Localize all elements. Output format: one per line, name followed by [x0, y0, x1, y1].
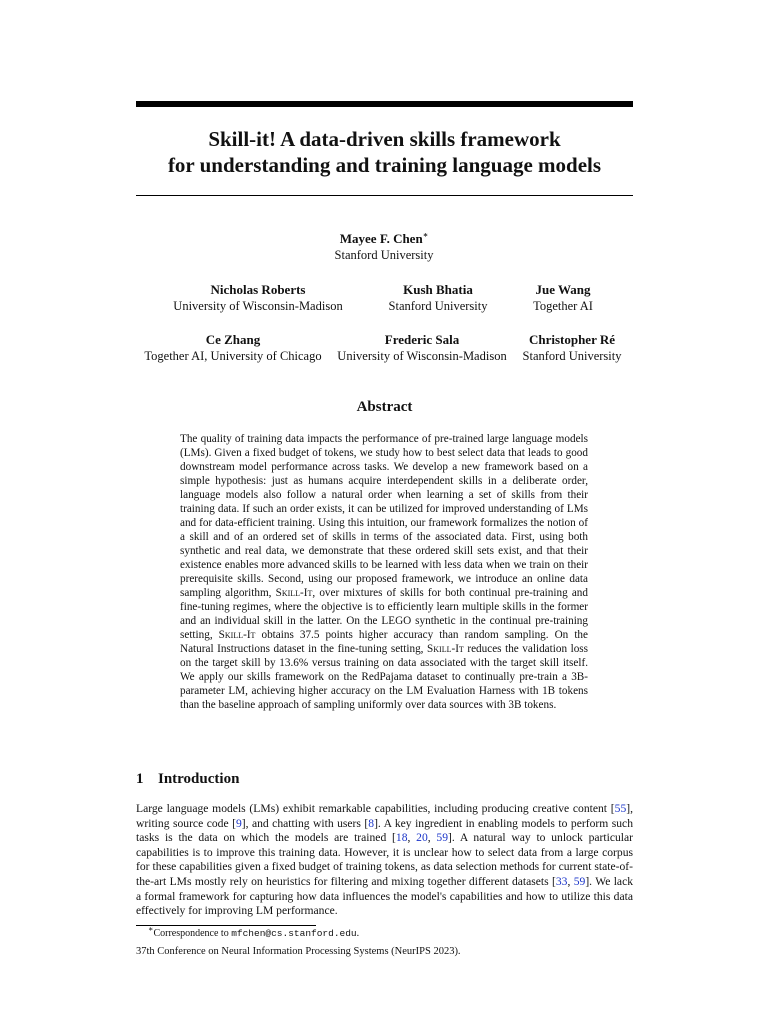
footnote-mark: ∗ — [148, 924, 154, 934]
citation-link[interactable]: 9 — [235, 816, 242, 830]
citation-link[interactable]: 20 — [416, 831, 428, 845]
author-affiliation: University of Wisconsin-Madison — [337, 349, 507, 363]
author-block-re — [523, 332, 622, 364]
method-name: Skill-It — [275, 587, 313, 599]
abstract-heading: Abstract — [356, 399, 413, 415]
author-affiliation: Together AI — [533, 299, 593, 313]
author-name: Nicholas Roberts — [210, 282, 306, 297]
title-line-2: for understanding and training language models — [167, 153, 602, 177]
author-name: Frederic Sala — [384, 332, 460, 347]
author-name: Kush Bhatia — [403, 282, 473, 297]
author-name: Christopher Ré — [528, 332, 616, 347]
abstract-text: The quality of training data impacts the performance of pre-trained large language models (LMs). Given a fixed budget of tokens, we study how to best select data that leads to good downstream model performance across tasks. We develop a new framework based on a simple hypothesis: just as humans acquire interdependent skills in a deliberate order, language models also follow a natural order when learning a set of skills from their training data. If such an order exists, it can be utilized for improved understanding of LMs and for data-efficient training. Using this intuition, our framework formalizes the notion of a skill and of an ordered set of skills in terms of the associated data. First, using both synthetic and real data, we demonstrate that these ordered skill sets exist, and that their existence enables more advanced skills to be learned with less data when we train on their prerequisite skills. Second, using our proposed framework, we introduce an online data sampling algorithm, Skill-It, over mixtures of skills for both continual pre-training and fine-tuning regimes, where the objective is to efficiently learn multiple skills in the former and an individual skill in the latter. On the LEGO synthetic in the continual pre-training setting, Skill-It obtains 37.5 points higher accuracy than random sampling. On the Natural Instructions dataset in the fine-tuning setting, Skill-It reduces the validation loss on the target skill by 13.6% versus training on data associated with the target skill itself. We apply our skills framework on the RedPajama dataset to continually pre-train a 3B-parameter LM, achieving higher accuracy on the LM Evaluation Harness with 1B tokens than the baseline approach of sampling uniformly over data sources with 3B tokens. — [180, 433, 589, 711]
author-block-chen — [335, 231, 434, 263]
citation-link[interactable]: 59 — [436, 831, 449, 845]
author-affiliation: University of Wisconsin-Madison — [173, 299, 343, 313]
section-title: Introduction — [158, 771, 240, 787]
author-block-roberts — [173, 282, 342, 314]
footnote: ∗Correspondence to mfchen@cs.stanford.edu. — [148, 924, 360, 939]
method-name: Skill-It — [218, 629, 256, 641]
author-name: Mayee F. Chen∗ — [339, 230, 429, 246]
citation-link[interactable]: 55 — [614, 802, 627, 815]
author-block-sala — [337, 332, 506, 364]
footnote-mark: ∗ — [422, 230, 429, 240]
title-top-rule — [136, 101, 633, 107]
author-affiliation: Stanford University — [388, 299, 488, 313]
venue-note: 37th Conference on Neural Information Processing Systems (NeurIPS 2023). — [136, 946, 461, 957]
footnote-email[interactable]: mfchen@cs.stanford.edu — [231, 928, 357, 939]
method-name: Skill-It — [427, 643, 464, 655]
author-name: Ce Zhang — [205, 332, 261, 347]
author-affiliation: Stanford University — [522, 349, 622, 363]
section-heading-introduction — [136, 770, 239, 788]
author-affiliation: Together AI, University of Chicago — [144, 349, 322, 363]
footnote-rule — [136, 925, 316, 926]
citation-link[interactable]: 59 — [573, 874, 586, 888]
citation-link[interactable]: 18 — [395, 831, 408, 845]
paper-title — [136, 126, 633, 178]
section-number: 1 — [136, 771, 144, 787]
citation-link[interactable]: 8 — [368, 816, 375, 830]
author-block-zhang — [144, 332, 321, 364]
author-block-bhatia — [389, 282, 488, 314]
author-name: Jue Wang — [535, 282, 591, 297]
introduction-paragraph: Large language models (LMs) exhibit remarkable capabilities, including producing creative content [55], writing source code [9], and chatting with users [8]. A key ingredient in enabling models to perform such tasks is the data on which the models are trained [18, 20, 59]. A natural way to unlock particular capabilities is to improve this training data. However, it is unclear how to select data from a large corpus for these capabilities given a fixed budget of training tokens, as data selection methods for current state-of-the-art LMs mostly rely on heuristics for filtering and mixing together different datasets [33, 59]. We lack a formal framework for capturing how data influences the model's capabilities and how to utilize this data effectively for improving LM performance. — [136, 802, 634, 918]
author-affiliation: Stanford University — [334, 248, 434, 262]
citation-link[interactable]: 33 — [555, 874, 568, 888]
title-bottom-rule — [136, 195, 633, 196]
author-block-wang — [533, 282, 593, 314]
title-line-1: Skill-it! A data-driven skills framework — [208, 127, 561, 151]
